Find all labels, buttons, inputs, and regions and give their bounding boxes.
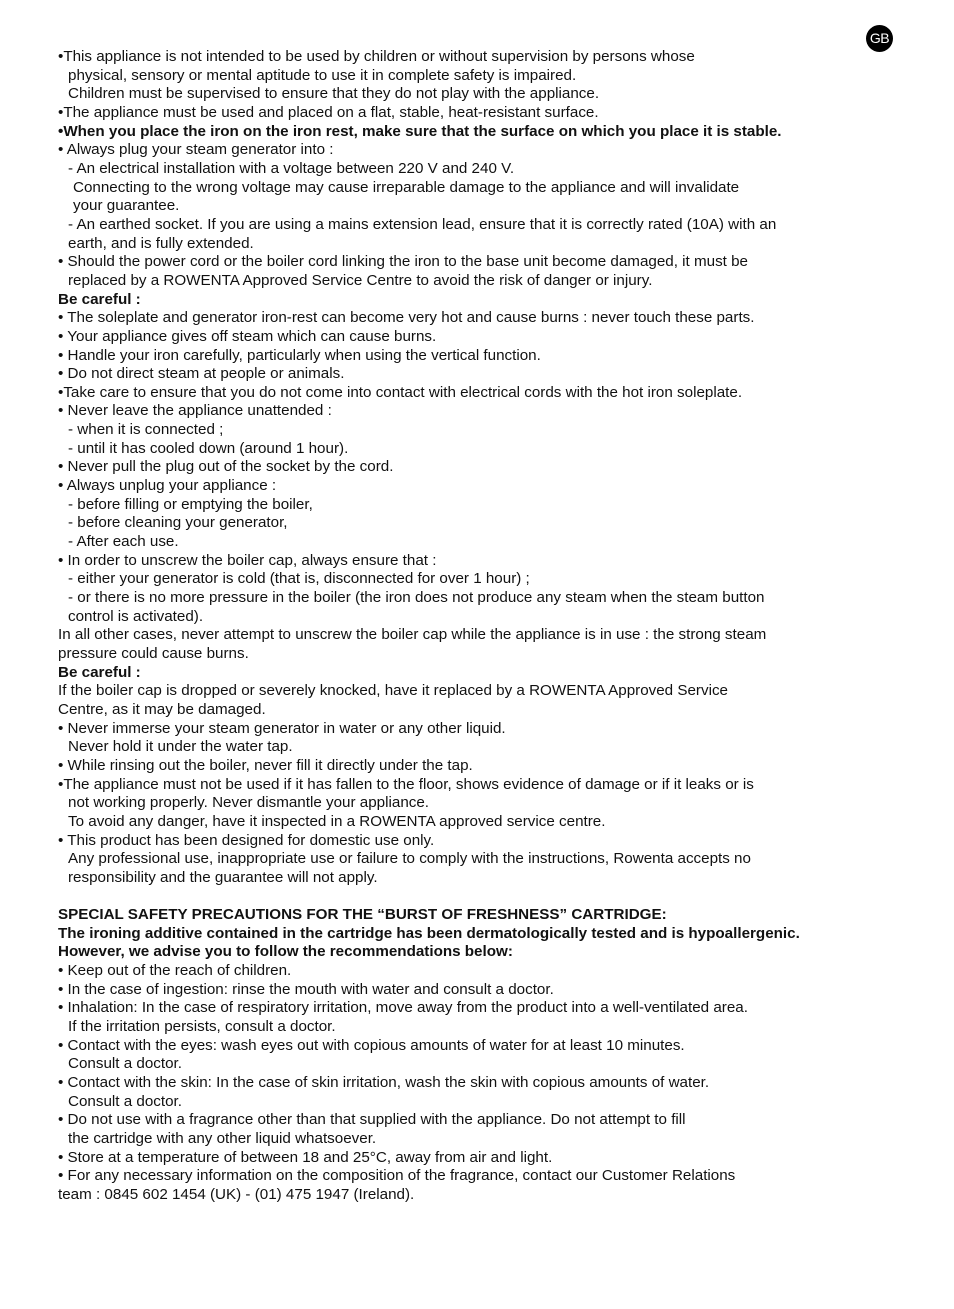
text-line: • Store at a temperature of between 18 and 25°C, away from air and light. bbox=[58, 1148, 553, 1166]
text-line: pressure could cause burns. bbox=[58, 645, 249, 662]
text-line: - either your generator is cold (that is, disconnected for over 1 hour) ; bbox=[68, 570, 530, 588]
text-line: • Keep out of the reach of children. bbox=[58, 962, 292, 980]
text-line: • Contact with the eyes: wash eyes out with copious amounts of water for at least 10 minutes. bbox=[58, 1036, 685, 1054]
text-line: - when it is connected ; bbox=[68, 421, 224, 439]
text-line: - until it has cooled down (around 1 hour). bbox=[68, 439, 349, 457]
text-line: Consult a doctor. bbox=[68, 1092, 182, 1110]
text-line: The ironing additive contained in the cartridge has been dermatologically tested and is hypoallergenic. bbox=[58, 924, 800, 942]
text-line: physical, sensory or mental aptitude to use it in complete safety is impaired. bbox=[68, 66, 577, 84]
text-line: • This product has been designed for domestic use only. bbox=[58, 831, 435, 849]
text-line: •Take care to ensure that you do not come into contact with electrical cords with the hot iron soleplate. bbox=[58, 383, 743, 401]
text-line: - An electrical installation with a voltage between 220 V and 240 V. bbox=[68, 159, 515, 177]
text-line: control is activated). bbox=[68, 607, 204, 625]
text-line: • Always unplug your appliance : bbox=[58, 477, 277, 495]
text-line: Consult a doctor. bbox=[68, 1055, 182, 1073]
text-line: • In the case of ingestion: rinse the mouth with water and consult a doctor. bbox=[58, 980, 554, 998]
text-line: responsibility and the guarantee will not apply. bbox=[68, 868, 378, 886]
spacer bbox=[58, 888, 900, 907]
section-heading: Be careful : bbox=[58, 663, 141, 681]
text-line: the cartridge with any other liquid whatsoever. bbox=[68, 1130, 377, 1148]
text-line: • Inhalation: In the case of respiratory irritation, move away from the product into a well-ventilated area. bbox=[58, 999, 748, 1017]
text-line: •This appliance is not intended to be used by children or without supervision by persons whose bbox=[58, 48, 695, 65]
text-line: If the boiler cap is dropped or severely knocked, have it replaced by a ROWENTA Approved Service bbox=[58, 682, 728, 700]
text-line: • The soleplate and generator iron-rest can become very hot and cause burns : never touch these parts. bbox=[58, 309, 755, 327]
text-line: - After each use. bbox=[68, 533, 179, 551]
text-line: - or there is no more pressure in the boiler (the iron does not produce any steam when the steam button bbox=[68, 589, 765, 607]
text-line: •The appliance must be used and placed on a flat, stable, heat-resistant surface. bbox=[58, 103, 599, 121]
text-line: Centre, as it may be damaged. bbox=[58, 700, 266, 718]
text-line: - before filling or emptying the boiler, bbox=[68, 495, 313, 513]
text-line: • In order to unscrew the boiler cap, always ensure that : bbox=[58, 551, 437, 569]
text-line: replaced by a ROWENTA Approved Service Centre to avoid the risk of danger or injury. bbox=[68, 271, 653, 289]
text-line: • Your appliance gives off steam which can cause burns. bbox=[58, 327, 437, 345]
text-line: Connecting to the wrong voltage may cause irreparable damage to the appliance and will invalidate bbox=[73, 178, 740, 196]
text-line: If the irritation persists, consult a doctor. bbox=[68, 1018, 336, 1036]
text-line: • Contact with the skin: In the case of skin irritation, wash the skin with copious amounts of water. bbox=[58, 1074, 710, 1092]
section-heading: Be careful : bbox=[58, 290, 141, 308]
text-line: • Never leave the appliance unattended : bbox=[58, 402, 332, 420]
text-line: - before cleaning your generator, bbox=[68, 514, 288, 532]
section-heading: SPECIAL SAFETY PRECAUTIONS FOR THE “BURST OF FRESHNESS” CARTRIDGE: bbox=[58, 906, 667, 924]
text-line: Children must be supervised to ensure that they do not play with the appliance. bbox=[68, 85, 600, 103]
text-line: team : 0845 602 1454 (UK) - (01) 475 1947 (Ireland). bbox=[58, 1186, 415, 1204]
text-line: • Always plug your steam generator into : bbox=[58, 141, 334, 159]
text-line: •When you place the iron on the iron rest, make sure that the surface on which you place it is stable. bbox=[58, 122, 782, 140]
text-line: •The appliance must not be used if it has fallen to the floor, shows evidence of damage or if it leaks or is bbox=[58, 775, 754, 793]
text-line: your guarantee. bbox=[73, 197, 180, 215]
text-line: In all other cases, never attempt to unscrew the boiler cap while the appliance is in use : the strong steam bbox=[58, 626, 767, 644]
text-line: • Do not use with a fragrance other than that supplied with the appliance. Do not attempt to fill bbox=[58, 1111, 686, 1129]
text-line: Any professional use, inappropriate use or failure to comply with the instructions, Rowenta accepts no bbox=[68, 850, 751, 868]
text-line: To avoid any danger, have it inspected in a ROWENTA approved service centre. bbox=[68, 812, 606, 830]
language-badge: GB bbox=[866, 25, 893, 52]
text-line: • While rinsing out the boiler, never fill it directly under the tap. bbox=[58, 756, 473, 774]
safety-instructions bbox=[58, 48, 900, 1205]
text-line: • Never pull the plug out of the socket by the cord. bbox=[58, 458, 394, 476]
text-line: • Should the power cord or the boiler cord linking the iron to the base unit become damaged, it must be bbox=[58, 253, 749, 271]
text-line: • Do not direct steam at people or animals. bbox=[58, 365, 345, 383]
text-line: • For any necessary information on the composition of the fragrance, contact our Customer Relations bbox=[58, 1167, 736, 1185]
text-line: However, we advise you to follow the recommendations below: bbox=[58, 943, 513, 961]
text-line: not working properly. Never dismantle your appliance. bbox=[68, 794, 430, 812]
text-line: - An earthed socket. If you are using a mains extension lead, ensure that it is correctly rated (10A) with an bbox=[68, 215, 777, 233]
text-line: • Handle your iron carefully, particularly when using the vertical function. bbox=[58, 346, 541, 364]
text-line: • Never immerse your steam generator in water or any other liquid. bbox=[58, 719, 506, 737]
text-line: Never hold it under the water tap. bbox=[68, 738, 293, 756]
text-line: earth, and is fully extended. bbox=[68, 234, 254, 252]
